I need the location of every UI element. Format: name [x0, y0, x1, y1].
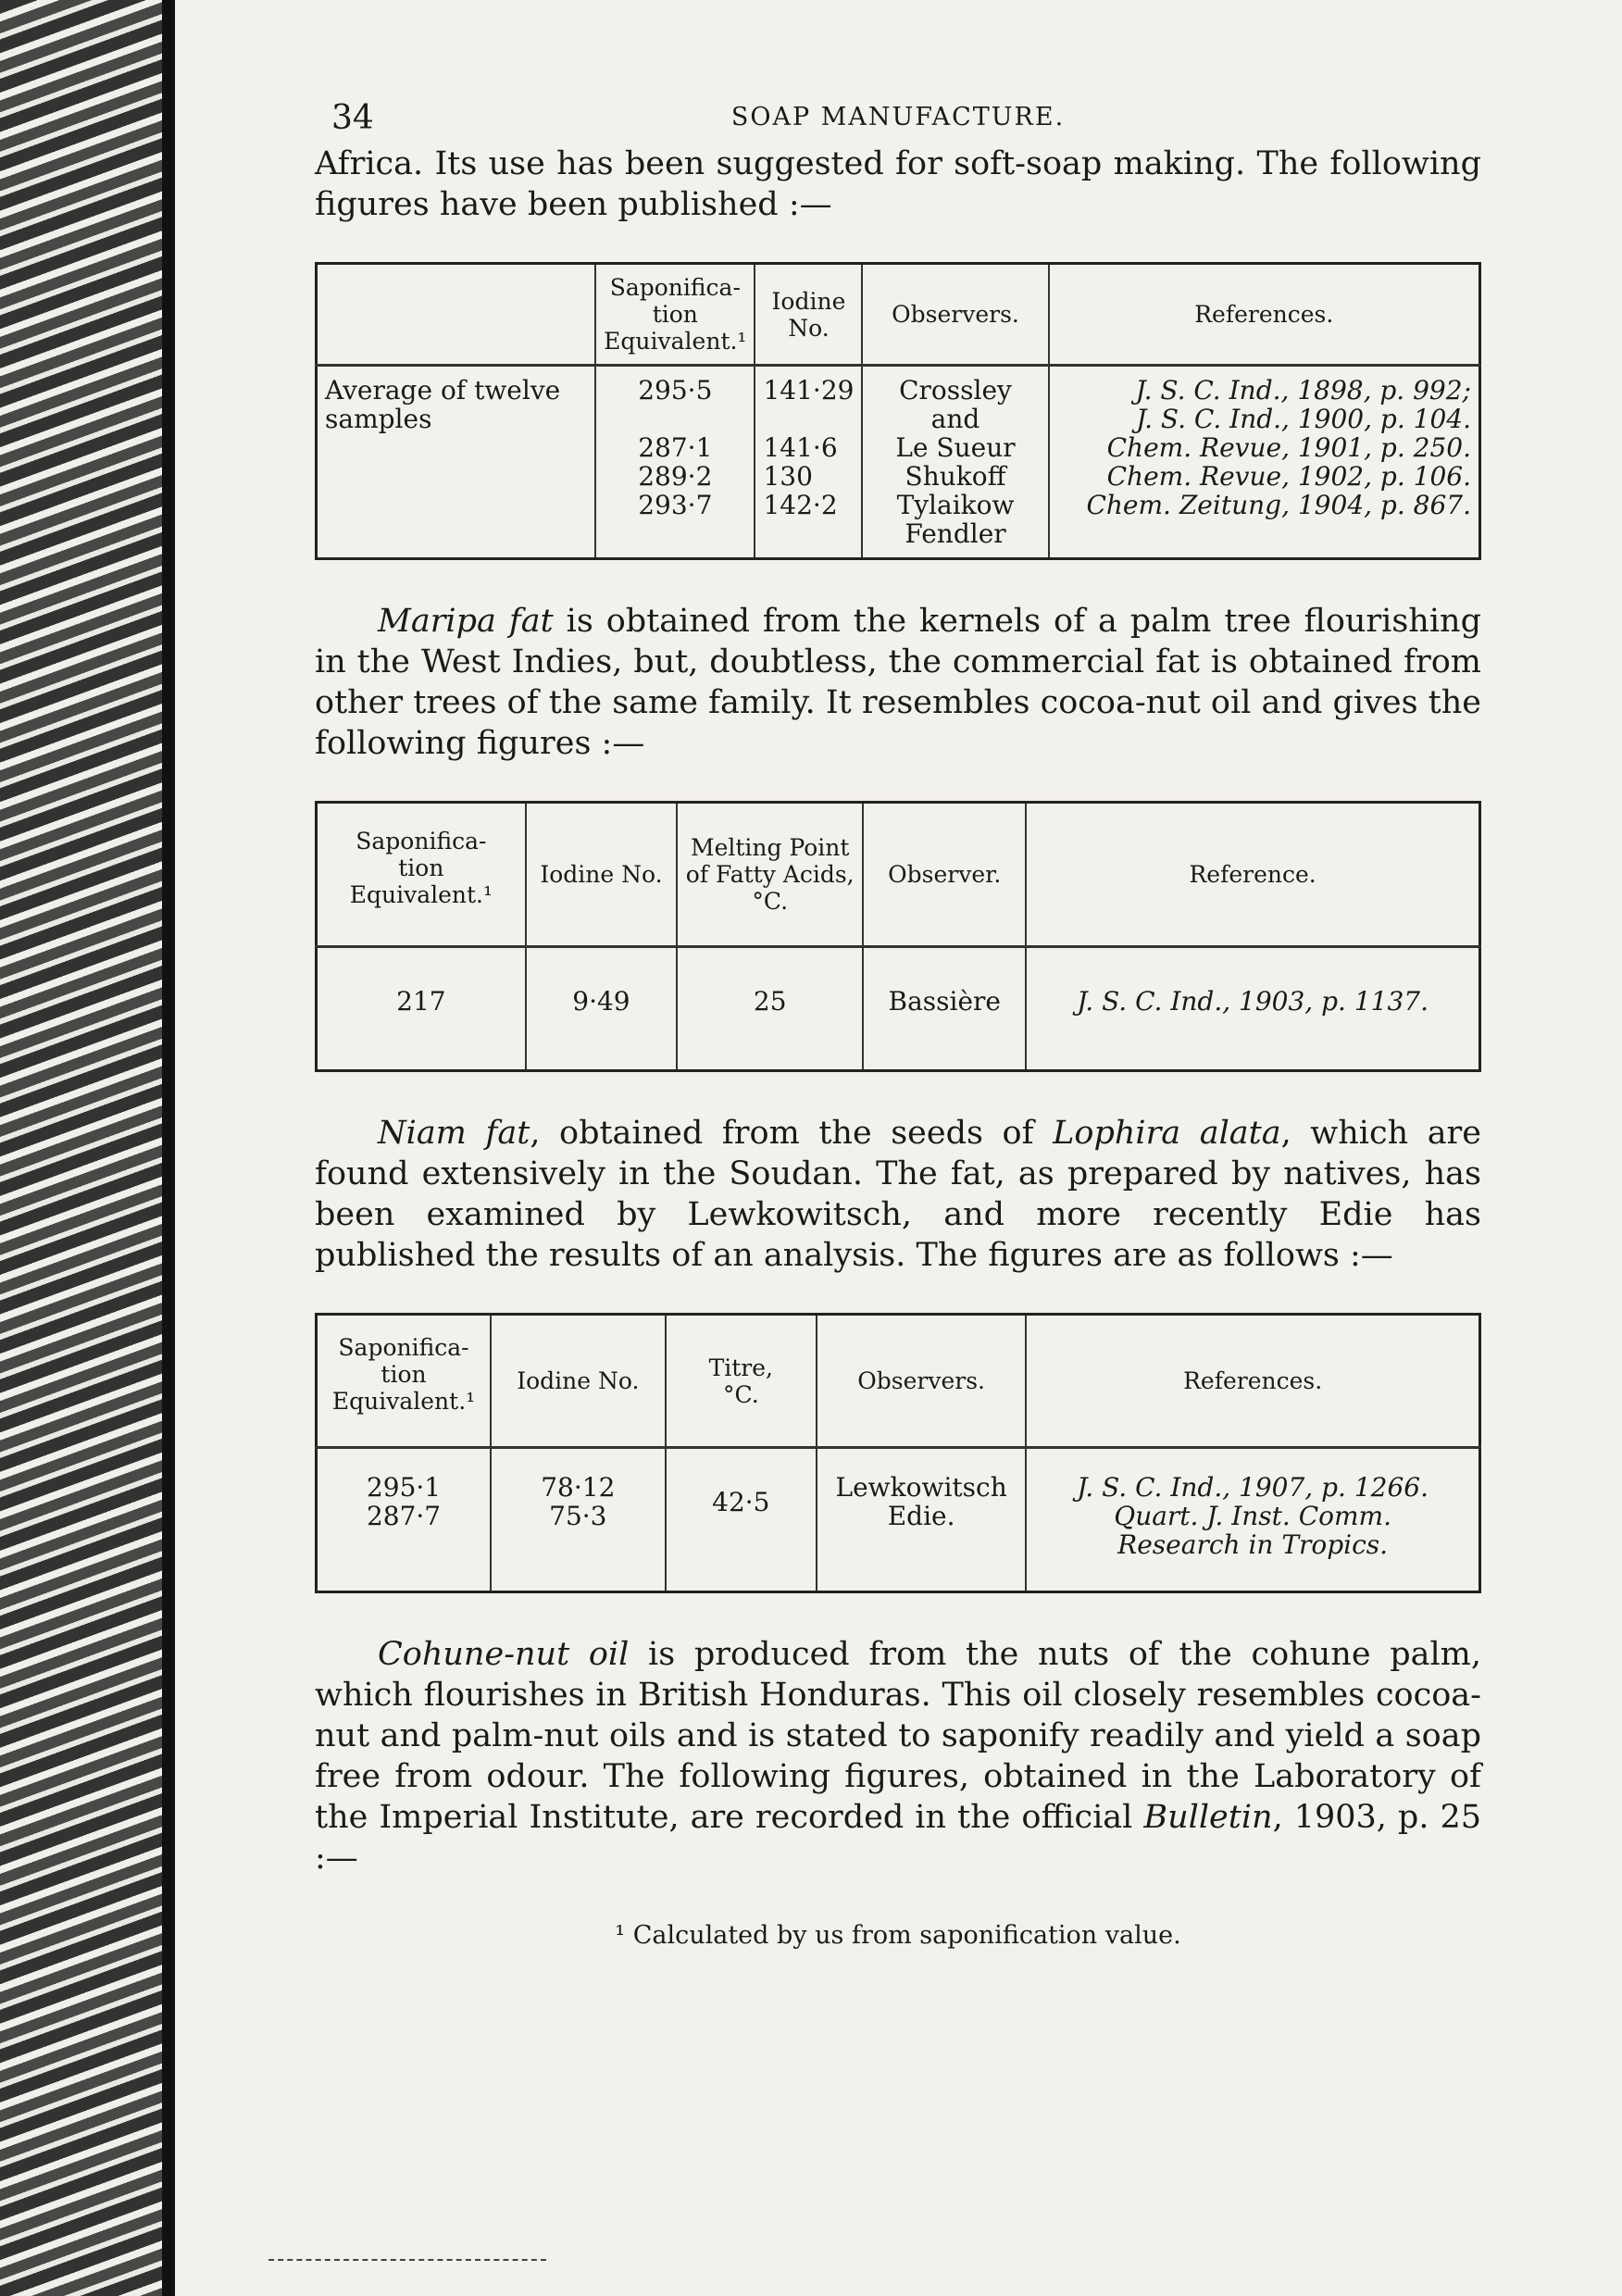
saponification-values: 295·1 287·7 [366, 1472, 442, 1531]
sample-label: Average of twelve samples [325, 375, 561, 434]
niam-species: Lophira alata [1053, 1115, 1281, 1152]
table-header-row [317, 1315, 1480, 1448]
iodine-value: 9·49 [526, 947, 677, 1071]
column-header: Iodine No. [526, 803, 677, 947]
bottom-rule [268, 2259, 546, 2261]
page-header [315, 88, 1481, 144]
niam-text-b: , which are found extensively in the Soudan. The fat, as prepared by natives, has been examined by Lewkowitsch, and more recently Edie has published the results of an analysis. The figures are as follows :— [315, 1115, 1482, 1274]
reference-cell: J. S. C. Ind., 1903, p. 1137. [1026, 947, 1479, 1071]
intro-paragraph: Africa. Its use has been suggested for soft-soap making. The following figures have been published :— [315, 145, 1481, 223]
references-cell: J. S. C. Ind., 1898, p. 992; J. S. C. Ind., 1900, p. 104. Chem. Revue, 1901, p. 250. Chem. Revue, 1902, p. 106. Chem. Zeitung, 1904, p. 867. [1049, 366, 1480, 559]
cohune-term: Cohune-nut oil [378, 1636, 630, 1673]
niam-text-a: , obtained from the seeds of [530, 1115, 1054, 1152]
niam-paragraph [315, 1113, 1481, 1276]
footnote: ¹ Calculated by us from saponification value. [615, 1921, 1181, 1950]
maripa-text: is obtained from the kernels of a palm tree flourishing in the West Indies, but, doubtless, the commercial fat is obtained from other trees of the same family. It resembles cocoa-nut oil and gives the following figures :— [315, 603, 1481, 762]
iodine-values: 78·12 75·3 [491, 1448, 666, 1592]
column-header: Iodine No. [491, 1315, 666, 1448]
column-header: Melting Point of Fatty Acids, °C. [677, 803, 863, 947]
table-niam-fat [315, 1313, 1481, 1593]
running-title: SOAP MANUFACTURE. [730, 103, 1066, 131]
table-row [317, 947, 1480, 1071]
table-fat-africa [315, 262, 1481, 560]
column-header: Observers. [862, 264, 1048, 366]
references-cell: J. S. C. Ind., 1907, p. 1266. Quart. J. Inst. Comm. Research in Tropics. [1026, 1448, 1479, 1592]
titre-value: 42·5 [666, 1448, 817, 1592]
column-header: Observers. [817, 1315, 1026, 1448]
page-number: 34 [331, 99, 374, 137]
book-spine-shadow [0, 0, 162, 2296]
column-header: Reference. [1026, 803, 1479, 947]
saponification-values: 295·5 287·1 289·2 293·7 [595, 366, 755, 559]
column-header: References. [1049, 264, 1480, 366]
table-header-row [317, 803, 1480, 947]
column-header: Saponifica- tion Equivalent.¹ [317, 803, 526, 947]
cohune-text-a: is produced from the nuts of the cohune palm, which flourishes in British Honduras. This oil closely resembles cocoa-nut and palm-nut oils and is stated to saponify readily and yield a soap free from odour. The following figures, obtained in the Laboratory of the Imperial Institute, are recorded in the official [315, 1636, 1482, 1836]
melting-point-value: 25 [677, 947, 863, 1071]
observer-cell: Bassière [863, 947, 1026, 1071]
table-row [317, 1448, 1480, 1592]
column-header: Titre, °C. [666, 1315, 817, 1448]
column-header [317, 264, 596, 366]
column-header: Saponifica- tion Equivalent.¹ [317, 1315, 492, 1448]
book-gutter [162, 0, 175, 2296]
niam-term: Niam fat [378, 1115, 530, 1152]
cohune-paragraph [315, 1634, 1481, 1878]
cohune-text-b: , 1903, p. 25 :— [315, 1799, 1481, 1877]
maripa-paragraph [315, 601, 1481, 764]
observers-cell: Lewkowitsch Edie. [817, 1448, 1026, 1592]
book-page [315, 88, 1481, 1950]
table-maripa-fat [315, 801, 1481, 1072]
column-header: Observer. [863, 803, 1026, 947]
cohune-source: Bulletin [1143, 1799, 1273, 1836]
table-row [317, 366, 1480, 559]
table-header-row [317, 264, 1480, 366]
column-header: Saponifica- tion Equivalent.¹ [595, 264, 755, 366]
observers-cell: Crossley and Le Sueur Shukoff Tylaikow Fendler [862, 366, 1048, 559]
iodine-values: 141·29 141·6 130 142·2 [755, 366, 862, 559]
column-header: Iodine No. [755, 264, 862, 366]
maripa-term: Maripa fat [378, 603, 554, 640]
column-header: References. [1026, 1315, 1479, 1448]
saponification-value: 217 [396, 986, 446, 1017]
